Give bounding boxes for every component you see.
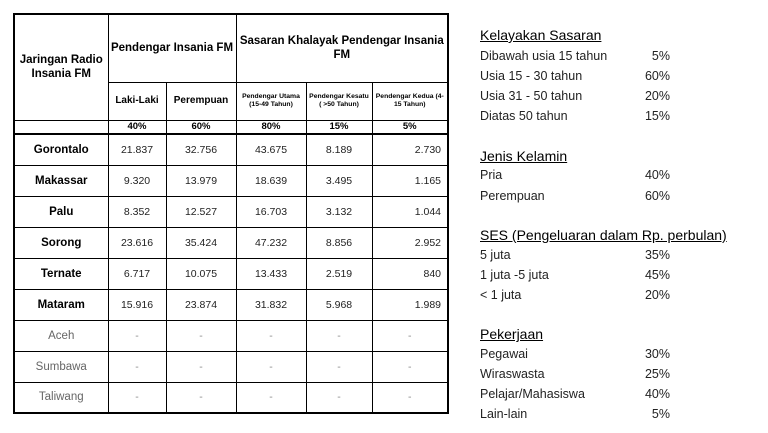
item-value: 45% [644, 268, 670, 282]
subheader-first-listeners: Pendengar Kesatu ( >50 Tahun) [306, 82, 372, 120]
item-label: Usia 15 - 30 tahun [480, 69, 583, 83]
subheader-second-listeners: Pendengar Kedua (4-15 Tahun) [372, 82, 448, 120]
percent-first: 15% [306, 120, 372, 134]
cell-value: 31.832 [236, 289, 306, 320]
cell-value: - [236, 320, 306, 351]
cell-value: 3.495 [306, 165, 372, 196]
cell-value: 21.837 [108, 134, 166, 165]
cell-value: - [108, 351, 166, 382]
item-value: 5% [651, 407, 670, 421]
cell-value: - [372, 382, 448, 413]
cell-value: 1.044 [372, 196, 448, 227]
item-value: 30% [644, 347, 670, 361]
table-row [14, 320, 448, 351]
table-row [14, 258, 448, 289]
city-name: Gorontalo [14, 134, 108, 165]
table-row [14, 165, 448, 196]
item-label: Diatas 50 tahun [480, 109, 568, 123]
table-row [14, 351, 448, 382]
cell-value: 23.874 [166, 289, 236, 320]
item-value: 20% [644, 288, 670, 302]
group-header-listeners: Pendengar Insania FM [108, 14, 236, 82]
cell-value: 8.352 [108, 196, 166, 227]
city-name: Aceh [14, 320, 108, 351]
cell-value: 6.717 [108, 258, 166, 289]
cell-value: - [306, 382, 372, 413]
percent-second: 5% [372, 120, 448, 134]
cell-value: 43.675 [236, 134, 306, 165]
item-label: Pelajar/Mahasiswa [480, 387, 585, 401]
city-name: Sumbawa [14, 351, 108, 382]
item-value: 25% [644, 367, 670, 381]
table-row [14, 289, 448, 320]
cell-value: 5.968 [306, 289, 372, 320]
audience-table [13, 13, 449, 414]
item-label: < 1 juta [480, 288, 522, 302]
city-name: Taliwang [14, 382, 108, 413]
cell-value: 8.189 [306, 134, 372, 165]
item-value: 35% [644, 248, 670, 262]
item-value: 15% [644, 109, 670, 123]
cell-value: 1.165 [372, 165, 448, 196]
item-label: Perempuan [480, 189, 545, 203]
table-row [14, 196, 448, 227]
item-value: 5% [651, 49, 670, 63]
item-label: Pria [480, 168, 503, 182]
cell-value: 1.989 [372, 289, 448, 320]
cell-value: 8.856 [306, 227, 372, 258]
cell-value: 35.424 [166, 227, 236, 258]
cell-value: - [306, 351, 372, 382]
cell-value: - [372, 351, 448, 382]
subheader-male: Laki-Laki [108, 82, 166, 120]
item-label: 1 juta -5 juta [480, 268, 549, 282]
item-label: Pegawai [480, 347, 528, 361]
section-title-ses: SES (Pengeluaran dalam Rp. perbulan) [480, 227, 727, 243]
cell-value: 13.979 [166, 165, 236, 196]
table-row [14, 134, 448, 165]
cell-value: 3.132 [306, 196, 372, 227]
cell-value: 2.952 [372, 227, 448, 258]
cell-value: 2.519 [306, 258, 372, 289]
cell-value: 2.730 [372, 134, 448, 165]
cell-value: - [166, 351, 236, 382]
city-name: Makassar [14, 165, 108, 196]
cell-value: 10.075 [166, 258, 236, 289]
cell-value: 9.320 [108, 165, 166, 196]
cell-value: 16.703 [236, 196, 306, 227]
subheader-primary-listeners: Pendengar Utama (15-49 Tahun) [236, 82, 306, 120]
item-value: 40% [644, 168, 670, 182]
item-label: Lain-lain [480, 407, 528, 421]
cell-value: - [306, 320, 372, 351]
item-label: Usia 31 - 50 tahun [480, 89, 583, 103]
corner-header: Jaringan Radio Insania FM [14, 14, 108, 120]
percent-row-spacer [14, 120, 108, 134]
item-label: 5 juta [480, 248, 511, 262]
table-row [14, 382, 448, 413]
cell-value: 13.433 [236, 258, 306, 289]
city-name: Palu [14, 196, 108, 227]
city-name: Mataram [14, 289, 108, 320]
table-row [14, 227, 448, 258]
section-title-gender: Jenis Kelamin [480, 148, 568, 164]
cell-value: 32.756 [166, 134, 236, 165]
subheader-female: Perempuan [166, 82, 236, 120]
cell-value: - [108, 382, 166, 413]
cell-value: - [372, 320, 448, 351]
cell-value: 15.916 [108, 289, 166, 320]
item-value: 40% [644, 387, 670, 401]
section-title-target-eligibility: Kelayakan Sasaran [480, 27, 602, 43]
city-name: Sorong [14, 227, 108, 258]
item-value: 60% [644, 189, 670, 203]
item-value: 60% [644, 69, 670, 83]
percent-male: 40% [108, 120, 166, 134]
item-value: 20% [644, 89, 670, 103]
cell-value: - [166, 320, 236, 351]
cell-value: 23.616 [108, 227, 166, 258]
percent-primary: 80% [236, 120, 306, 134]
cell-value: 47.232 [236, 227, 306, 258]
cell-value: - [166, 382, 236, 413]
group-header-target-audience: Sasaran Khalayak Pendengar Insania FM [236, 14, 448, 82]
item-label: Wiraswasta [480, 367, 545, 381]
cell-value: - [108, 320, 166, 351]
percent-female: 60% [166, 120, 236, 134]
cell-value: 12.527 [166, 196, 236, 227]
cell-value: 840 [372, 258, 448, 289]
city-name: Ternate [14, 258, 108, 289]
section-title-occupation: Pekerjaan [480, 326, 544, 342]
item-label: Dibawah usia 15 tahun [480, 49, 608, 63]
cell-value: - [236, 351, 306, 382]
cell-value: - [236, 382, 306, 413]
cell-value: 18.639 [236, 165, 306, 196]
